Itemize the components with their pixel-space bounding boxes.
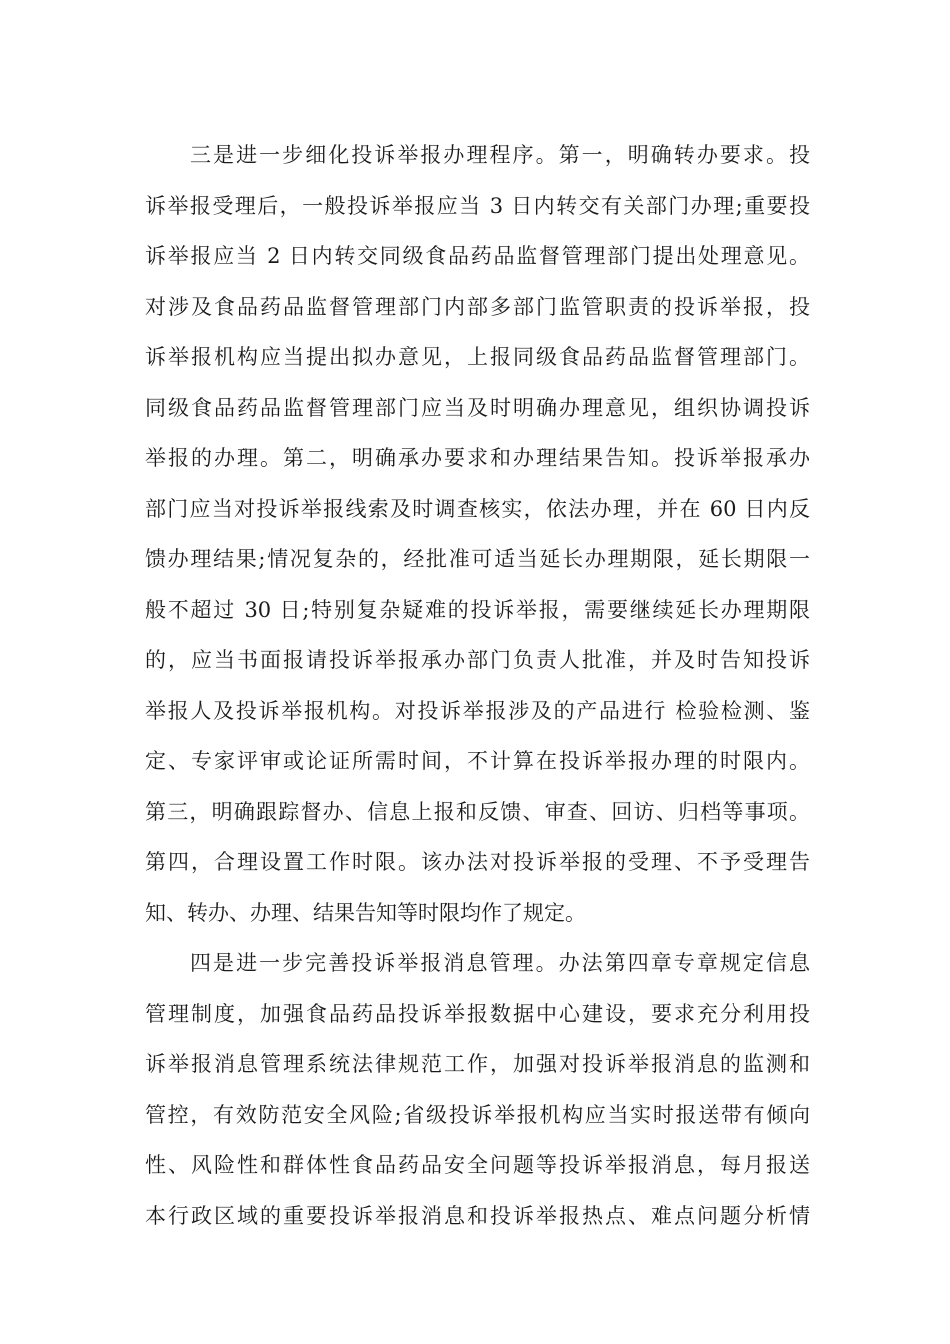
text-line: 诉举报受理后，一般投诉举报应当 3 日内转交有关部门办理;重要投	[145, 193, 810, 218]
paragraph-information-management	[145, 938, 810, 1241]
text-line: 第三，明确跟踪督办、信息上报和反馈、审查、回访、归档等事项。	[145, 799, 810, 824]
text-line: 管理制度，加强食品药品投诉举报数据中心建设，要求充分利用投	[145, 1001, 810, 1026]
text-line: 诉举报消息管理系统法律规范工作，加强对投诉举报消息的监测和	[145, 1052, 810, 1076]
text-line: 诉举报机构应当提出拟办意见，上报同级食品药品监督管理部门。	[145, 345, 810, 369]
document-body	[145, 130, 810, 1241]
text-line: 的，应当书面报请投诉举报承办部门负责人批准，并及时告知投诉	[145, 648, 810, 672]
text-line: 对涉及食品药品监督管理部门内部多部门监管职责的投诉举报，投	[145, 294, 810, 319]
text-line: 四是进一步完善投诉举报消息管理。办法第四章专章规定信息	[190, 951, 810, 975]
text-line: 馈办理结果;情况复杂的，经批准可适当延长办理期限，延长期限一	[145, 547, 810, 571]
paragraph-procedure	[145, 130, 810, 938]
text-line: 第四，合理设置工作时限。该办法对投诉举报的受理、不予受理告	[145, 850, 810, 874]
text-line: 举报的办理。第二，明确承办要求和办理结果告知。投诉举报承办	[145, 446, 810, 470]
text-line: 定、专家评审或论证所需时间，不计算在投诉举报办理的时限内。	[145, 749, 810, 773]
text-line: 部门应当对投诉举报线索及时调查核实，依法办理，并在 60 日内反	[145, 496, 810, 521]
text-line: 管控，有效防范安全风险;省级投诉举报机构应当实时报送带有倾向	[145, 1102, 810, 1127]
text-line: 性、风险性和群体性食品药品安全问题等投诉举报消息，每月报送	[145, 1153, 810, 1177]
text-line: 三是进一步细化投诉举报办理程序。第一，明确转办要求。投	[190, 143, 810, 167]
text-line: 本行政区域的重要投诉举报消息和投诉举报热点、难点问题分析情	[145, 1203, 810, 1228]
text-line: 同级食品药品监督管理部门应当及时明确办理意见，组织协调投诉	[145, 395, 810, 420]
text-line: 知、转办、办理、结果告知等时限均作了规定。	[145, 900, 586, 925]
text-line: 般不超过 30 日;特别复杂疑难的投诉举报，需要继续延长办理期限	[145, 597, 810, 622]
text-line: 举报人及投诉举报机构。对投诉举报涉及的产品进行 检验检测、鉴	[145, 698, 810, 723]
text-line: 诉举报应当 2 日内转交同级食品药品监督管理部门提出处理意见。	[145, 244, 810, 268]
